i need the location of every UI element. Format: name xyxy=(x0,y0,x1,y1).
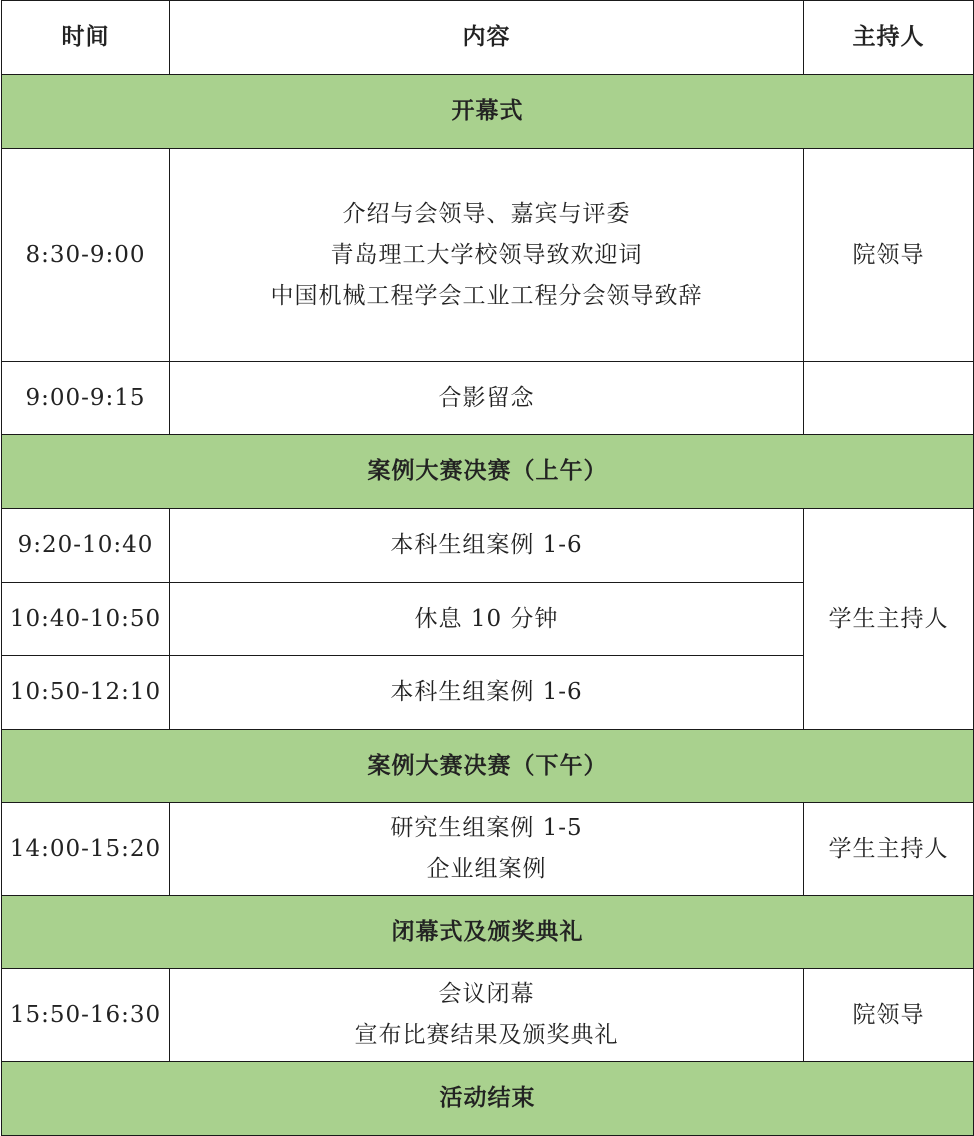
row-host-merged: 学生主持人 xyxy=(804,509,974,730)
content-line: 会议闭幕 xyxy=(438,981,535,1007)
row-time: 9:00-9:15 xyxy=(2,362,170,435)
header-host: 主持人 xyxy=(804,1,974,75)
table-row xyxy=(2,509,974,583)
content-line: 企业组案例 xyxy=(426,856,547,882)
content-line: 中国机械工程学会工业工程分会领导致辞 xyxy=(270,282,703,309)
section-title-closing: 闭幕式及颁奖典礼 xyxy=(2,896,974,969)
section-title-opening: 开幕式 xyxy=(2,75,974,149)
section-row-opening xyxy=(2,75,974,149)
row-time: 10:50-12:10 xyxy=(2,656,170,730)
row-content: 合影留念 xyxy=(170,362,804,435)
row-content xyxy=(170,969,804,1062)
table-row xyxy=(2,803,974,896)
header-content: 内容 xyxy=(170,1,804,75)
row-content xyxy=(170,149,804,362)
section-title-final-am: 案例大赛决赛（上午） xyxy=(2,435,974,509)
row-content: 休息 10 分钟 xyxy=(170,583,804,656)
row-time: 14:00-15:20 xyxy=(2,803,170,896)
header-time: 时间 xyxy=(2,1,170,75)
row-content: 本科生组案例 1-6 xyxy=(170,656,804,730)
row-content: 本科生组案例 1-6 xyxy=(170,509,804,583)
section-row-end xyxy=(2,1062,974,1136)
schedule-table xyxy=(1,0,974,1136)
table-row xyxy=(2,969,974,1062)
section-title-end: 活动结束 xyxy=(2,1062,974,1136)
section-title-final-pm: 案例大赛决赛（下午） xyxy=(2,730,974,803)
row-time: 8:30-9:00 xyxy=(2,149,170,362)
row-host: 院领导 xyxy=(804,969,974,1062)
content-line: 介绍与会领导、嘉宾与评委 xyxy=(342,200,631,227)
row-time: 9:20-10:40 xyxy=(2,509,170,583)
content-line: 宣布比赛结果及颁奖典礼 xyxy=(354,1022,619,1048)
row-host: 院领导 xyxy=(804,149,974,362)
table-row xyxy=(2,149,974,362)
row-host: 学生主持人 xyxy=(804,803,974,896)
section-row-final-am xyxy=(2,435,974,509)
section-row-closing xyxy=(2,896,974,969)
content-line: 青岛理工大学校领导致欢迎词 xyxy=(330,241,643,268)
row-time: 15:50-16:30 xyxy=(2,969,170,1062)
row-time: 10:40-10:50 xyxy=(2,583,170,656)
row-content xyxy=(170,803,804,896)
table-header-row xyxy=(2,1,974,75)
row-host xyxy=(804,362,974,435)
section-row-final-pm xyxy=(2,730,974,803)
table-row xyxy=(2,362,974,435)
content-line: 研究生组案例 1-5 xyxy=(390,815,583,841)
